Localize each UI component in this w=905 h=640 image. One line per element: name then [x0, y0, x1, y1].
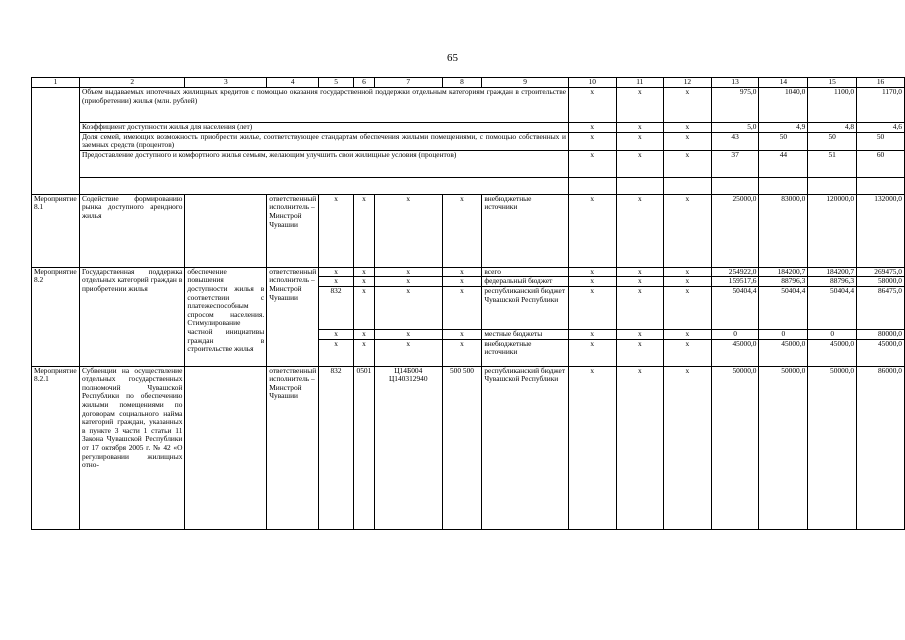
- measure-title: Субвенции на осуществление отдельных государственных полномочий Чувашской Республики по обеспечению жилыми помещениями по договорам социального найма категорий граждан, указанных в пункте 3 части 1 статьи 11 Закона Чувашской Республики от 17 октября 2005 г. № 42 «О регулировании жилищных отно-: [79, 366, 184, 529]
- table-cell: 4,9: [759, 123, 808, 133]
- measure-title: Содействие формированию рынка доступного арендного жилья: [79, 194, 184, 267]
- table-cell: х: [442, 267, 482, 277]
- funding-source: республиканский бюджет Чувашской Республики: [482, 286, 569, 329]
- table-cell: х: [664, 277, 712, 287]
- responsible: ответственный исполнитель – Минстрой Чувашии: [267, 366, 319, 529]
- table-cell: 4,8: [808, 123, 857, 133]
- table-cell: х: [616, 366, 664, 529]
- table-cell: х: [319, 329, 354, 339]
- table-cell: 0: [711, 329, 759, 339]
- indicator-text: Предоставление доступного и комфортного жилья семьям, желающим улучшить свои жилищные условия (процентов): [79, 150, 568, 177]
- table-cell: х: [353, 286, 374, 329]
- table-cell: 132000,0: [857, 194, 905, 267]
- table-cell: 45000,0: [711, 339, 759, 366]
- program-table: [31, 77, 905, 530]
- measure-goal: [185, 366, 267, 529]
- table-cell: 45000,0: [759, 339, 808, 366]
- table-cell: х: [319, 267, 354, 277]
- table-cell: х: [568, 194, 616, 267]
- table-cell: х: [664, 88, 712, 123]
- table-cell: х: [353, 267, 374, 277]
- table-cell: х: [442, 286, 482, 329]
- table-cell: х: [616, 150, 664, 177]
- table-cell: х: [442, 339, 482, 366]
- table-cell: Ц14Б004 Ц140312940: [374, 366, 442, 529]
- col-header: 1: [32, 78, 80, 88]
- table-cell: 832: [319, 366, 354, 529]
- table-cell: х: [319, 194, 354, 267]
- table-cell: х: [353, 277, 374, 287]
- funding-source: федеральный бюджет: [482, 277, 569, 287]
- table-cell: 1100,0: [808, 88, 857, 123]
- table-cell: х: [374, 286, 442, 329]
- table-cell: 86475,0: [857, 286, 905, 329]
- table-cell: х: [568, 277, 616, 287]
- table-cell: х: [664, 123, 712, 133]
- table-cell: 50404,4: [711, 286, 759, 329]
- table-cell: 500 500: [442, 366, 482, 529]
- table-cell: х: [664, 150, 712, 177]
- table-cell: х: [616, 132, 664, 150]
- table-cell: х: [374, 339, 442, 366]
- indicator-text: Объем выдаваемых ипотечных жилищных кредитов с помощью оказания государственной поддержки отдельным категориям граждан в строительстве (приобретении) жилья (млн. рублей): [79, 88, 568, 123]
- table-cell: 832: [319, 286, 354, 329]
- table-cell: 58000,0: [857, 277, 905, 287]
- table-cell: 4,6: [857, 123, 905, 133]
- table-cell: 88796,3: [808, 277, 857, 287]
- table-cell: 50: [857, 132, 905, 150]
- measure-name: Мероприятие 8.2: [32, 267, 80, 366]
- table-cell: х: [616, 329, 664, 339]
- col-header: 11: [616, 78, 664, 88]
- col-header: 3: [185, 78, 267, 88]
- measure-goal: [185, 194, 267, 267]
- table-cell: 60: [857, 150, 905, 177]
- indicator-row: [32, 132, 905, 150]
- col-header: 6: [353, 78, 374, 88]
- table-cell: х: [353, 329, 374, 339]
- responsible: ответственный исполнитель – Минстрой Чувашии: [267, 194, 319, 267]
- table-cell: х: [664, 339, 712, 366]
- table-cell: х: [374, 194, 442, 267]
- col-header: 2: [79, 78, 184, 88]
- funding-source: внебюджетные источники: [482, 194, 569, 267]
- table-cell: 50000,0: [808, 366, 857, 529]
- table-cell: 44: [759, 150, 808, 177]
- page-number: 65: [447, 52, 458, 64]
- table-cell: х: [664, 286, 712, 329]
- table-cell: х: [664, 267, 712, 277]
- table-cell: 0: [759, 329, 808, 339]
- table-cell: 86000,0: [857, 366, 905, 529]
- table-cell: х: [374, 329, 442, 339]
- measure-8-1-row: [32, 194, 905, 267]
- col-header: 14: [759, 78, 808, 88]
- table-cell: 43: [711, 132, 759, 150]
- table-cell: 45000,0: [857, 339, 905, 366]
- funding-source: внебюджетные источники: [482, 339, 569, 366]
- col-header: 5: [319, 78, 354, 88]
- table-cell: х: [616, 88, 664, 123]
- table-cell: 25000,0: [711, 194, 759, 267]
- table-cell: х: [616, 123, 664, 133]
- table-cell: х: [374, 267, 442, 277]
- table-cell: х: [664, 194, 712, 267]
- table-cell: х: [568, 286, 616, 329]
- measure-name: Мероприятие 8.1: [32, 194, 80, 267]
- funding-source: местные бюджеты: [482, 329, 569, 339]
- table-cell: 254922,0: [711, 267, 759, 277]
- indicator-row: [32, 88, 905, 123]
- table-cell: х: [442, 194, 482, 267]
- col-header: 10: [568, 78, 616, 88]
- indicator-row: [32, 123, 905, 133]
- measure-name: Мероприятие 8.2.1: [32, 366, 80, 529]
- table-cell: х: [568, 88, 616, 123]
- table-cell: 45000,0: [808, 339, 857, 366]
- table-cell: 1170,0: [857, 88, 905, 123]
- table-cell: х: [568, 339, 616, 366]
- indicator-text: Коэффициент доступности жилья для населения (лет): [79, 123, 568, 133]
- col-header: 15: [808, 78, 857, 88]
- col-header: 12: [664, 78, 712, 88]
- table-cell: х: [616, 277, 664, 287]
- funding-source: республиканский бюджет Чувашской Республики: [482, 366, 569, 529]
- table-cell: х: [353, 194, 374, 267]
- table-cell: 5,0: [711, 123, 759, 133]
- measure-8-2-row: [32, 267, 905, 277]
- table-cell: х: [664, 329, 712, 339]
- table-cell: х: [442, 277, 482, 287]
- table-cell: х: [664, 366, 712, 529]
- funding-source: всего: [482, 267, 569, 277]
- table-cell: 50: [759, 132, 808, 150]
- table-cell: 159517,6: [711, 277, 759, 287]
- table-cell: х: [568, 329, 616, 339]
- header-row: [32, 78, 905, 88]
- table-cell: 80000,0: [857, 329, 905, 339]
- table-cell: х: [664, 132, 712, 150]
- indicator-row: [32, 150, 905, 177]
- measure-8-2-1-row: [32, 366, 905, 529]
- table-cell: 50: [808, 132, 857, 150]
- col-header: 16: [857, 78, 905, 88]
- table-cell: х: [568, 123, 616, 133]
- table-cell: х: [616, 286, 664, 329]
- table-cell: х: [353, 339, 374, 366]
- table-cell: 50000,0: [759, 366, 808, 529]
- table-cell: х: [568, 150, 616, 177]
- table-cell: х: [616, 194, 664, 267]
- table-cell: 50404,4: [759, 286, 808, 329]
- table-cell: 975,0: [711, 88, 759, 123]
- table-cell: 50404,4: [808, 286, 857, 329]
- table-cell: 0501: [353, 366, 374, 529]
- table-cell: 269475,0: [857, 267, 905, 277]
- table-cell: 1040,0: [759, 88, 808, 123]
- table-cell: 50000,0: [711, 366, 759, 529]
- table-cell: 83000,0: [759, 194, 808, 267]
- spacer-row: [32, 177, 905, 194]
- table-cell: 120000,0: [808, 194, 857, 267]
- col-header: 9: [482, 78, 569, 88]
- table-cell: х: [568, 132, 616, 150]
- col-header: 8: [442, 78, 482, 88]
- table-cell: х: [616, 339, 664, 366]
- table-cell: 0: [808, 329, 857, 339]
- col-header: 4: [267, 78, 319, 88]
- table-cell: х: [568, 366, 616, 529]
- table-cell: 184200,7: [808, 267, 857, 277]
- responsible: ответственный исполнитель – Минстрой Чувашии: [267, 267, 319, 366]
- measure-title: Государственная поддержка отдельных категорий граждан в приобретении жилья: [79, 267, 184, 366]
- table-cell: 37: [711, 150, 759, 177]
- table-cell: х: [374, 277, 442, 287]
- indicator-text: Доля семей, имеющих возможность приобрести жилье, соответствующее стандартам обеспечения жилыми помещениями, с помощью собственных и заемных средств (процентов): [79, 132, 568, 150]
- table-cell: 184200,7: [759, 267, 808, 277]
- table-cell: х: [616, 267, 664, 277]
- table-cell: х: [319, 277, 354, 287]
- table-cell: х: [319, 339, 354, 366]
- col-header: 7: [374, 78, 442, 88]
- table-cell: х: [442, 329, 482, 339]
- table-cell: 51: [808, 150, 857, 177]
- table-cell: 88796,3: [759, 277, 808, 287]
- col-header: 13: [711, 78, 759, 88]
- table-cell: х: [568, 267, 616, 277]
- measure-goal: обеспечение повышения доступности жилья в соответствии с платежеспособным спросом населения. Стимулирование частной инициативы граждан в строительстве жилья: [185, 267, 267, 366]
